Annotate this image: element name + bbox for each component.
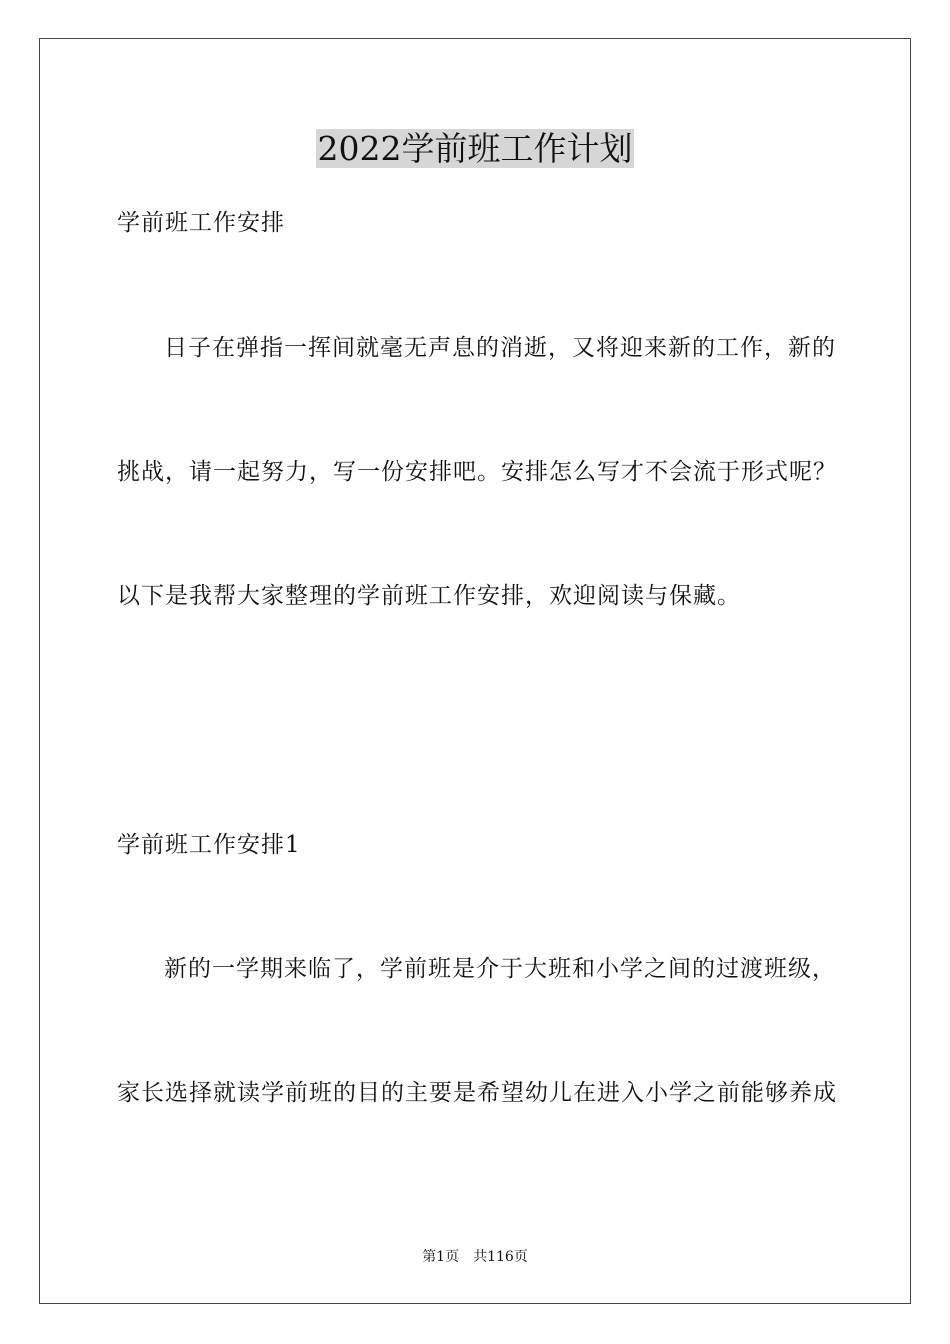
section-heading: 学前班工作安排1 [117, 832, 301, 858]
document-title-text: 2022学前班工作计划 [317, 129, 633, 168]
page-number: 第1页 [422, 1249, 460, 1265]
paragraph-line: 挑战，请一起努力，写一份安排吧。安排怎么写才不会流于形式呢？ [117, 459, 837, 485]
paragraph-line: 日子在弹指一挥间就毫无声息的消逝，又将迎来新的工作，新的 [164, 335, 836, 361]
paragraph-line: 以下是我帮大家整理的学前班工作安排，欢迎阅读与保藏。 [117, 583, 741, 609]
paragraph-line: 新的一学期来临了，学前班是介于大班和小学之间的过渡班级， [164, 956, 836, 982]
document-title [0, 124, 950, 174]
section-heading: 学前班工作安排 [117, 210, 285, 236]
paragraph-line: 家长选择就读学前班的目的主要是希望幼儿在进入小学之前能够养成 [117, 1080, 837, 1106]
page-footer [0, 1247, 950, 1267]
total-pages: 共116页 [473, 1249, 528, 1265]
